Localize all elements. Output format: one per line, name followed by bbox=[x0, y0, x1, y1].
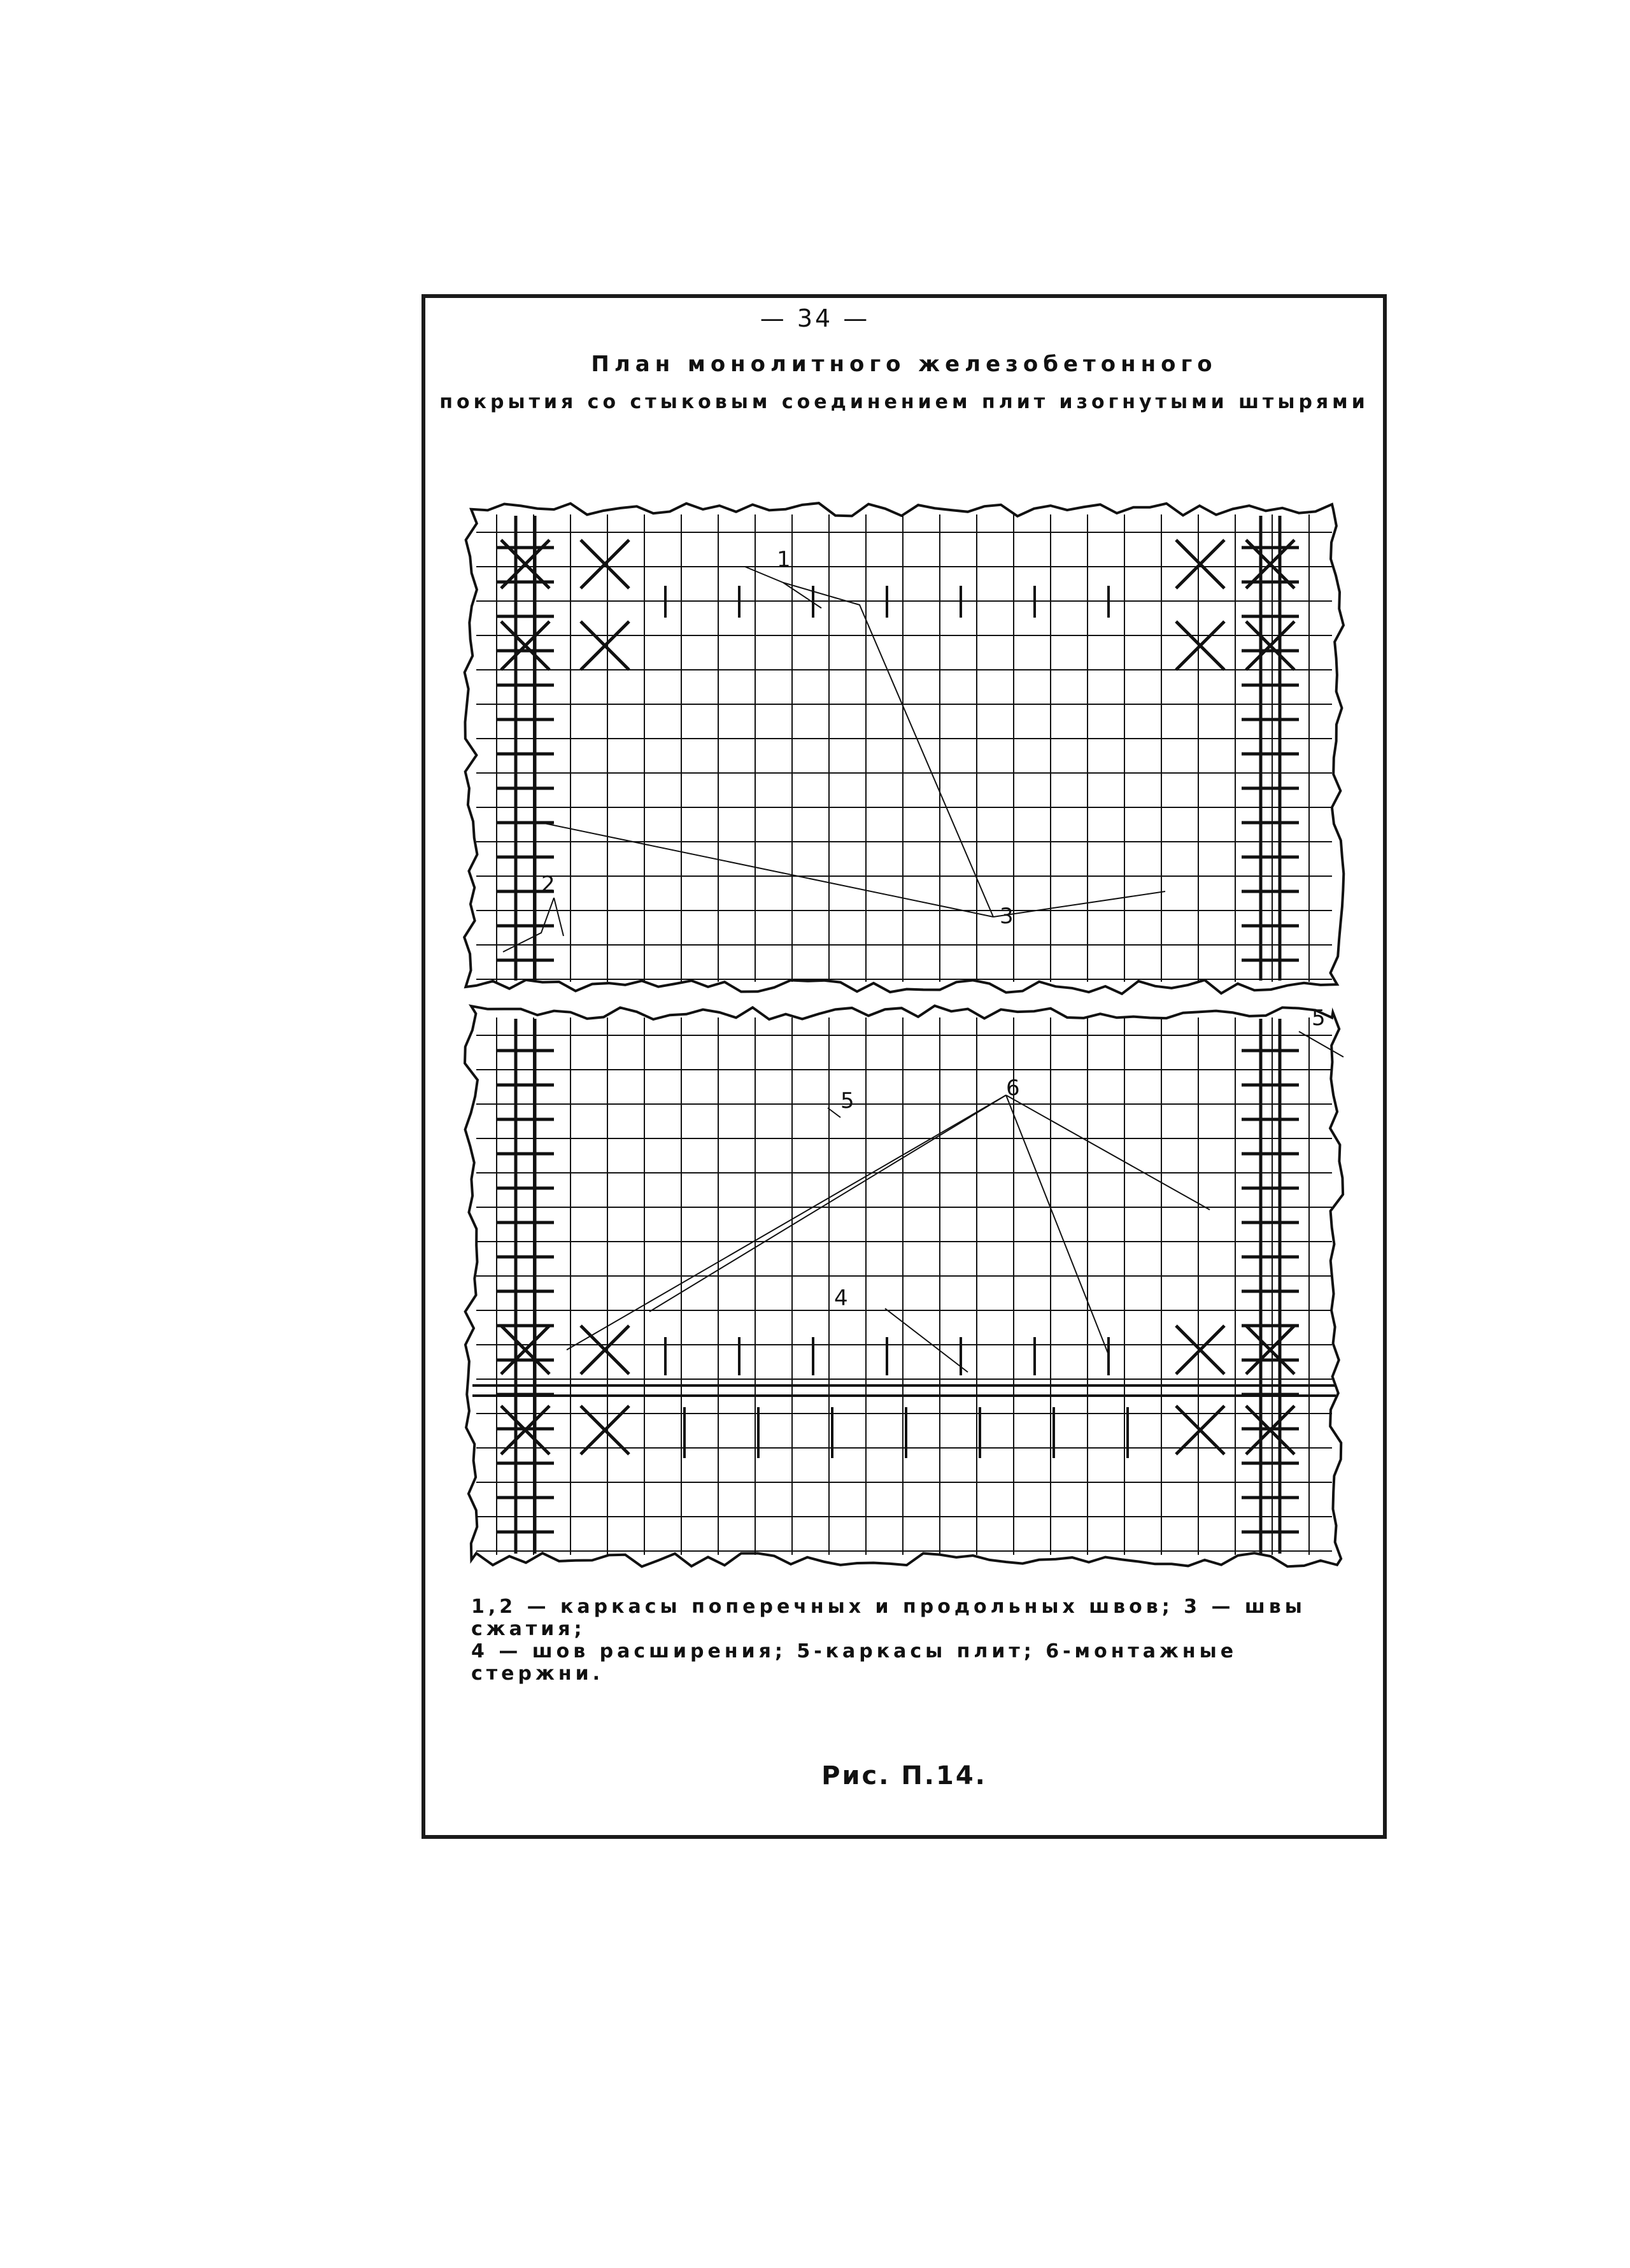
drawing-title-line-1: План монолитного железобетонного bbox=[591, 351, 1217, 377]
reinforcement-plan-drawing bbox=[446, 484, 1363, 1579]
callout-leader-line bbox=[885, 1308, 968, 1372]
lower-slab-seam-bars bbox=[497, 1019, 1299, 1554]
legend-line-1: 1,2 — каркасы поперечных и продольных швов; 3 — швы сжатия; bbox=[471, 1596, 1306, 1640]
callout-leader-line bbox=[541, 823, 993, 917]
callout-5: 5 bbox=[840, 1088, 854, 1114]
callout-3: 3 bbox=[1000, 904, 1014, 929]
callout-1: 1 bbox=[777, 547, 791, 572]
page-number: — 34 — bbox=[760, 304, 870, 332]
callout-leader-line bbox=[993, 891, 1165, 917]
callout-2: 2 bbox=[541, 872, 555, 897]
callout-leader-line bbox=[554, 898, 563, 936]
callout-leader-line bbox=[1006, 1095, 1210, 1210]
callout-5b: 5 bbox=[1312, 1005, 1326, 1031]
lower-slab-grid bbox=[476, 1017, 1332, 1555]
callout-4: 4 bbox=[834, 1286, 848, 1311]
drawing-title-line-2: покрытия со стыковым соединением плит изогнутыми штырями bbox=[439, 391, 1369, 413]
legend-line-2: 4 — шов расширения; 5-каркасы плит; 6-монтажные стержни. bbox=[471, 1640, 1238, 1685]
callout-leader-line bbox=[1006, 1095, 1108, 1353]
callout-leader-line bbox=[649, 1095, 1006, 1312]
callout-6: 6 bbox=[1006, 1075, 1020, 1101]
figure-caption: Рис. П.14. bbox=[821, 1761, 987, 1790]
callout-leader-line bbox=[745, 567, 821, 608]
upper-slab-grid bbox=[476, 514, 1332, 982]
callout-leader-line bbox=[783, 583, 993, 917]
